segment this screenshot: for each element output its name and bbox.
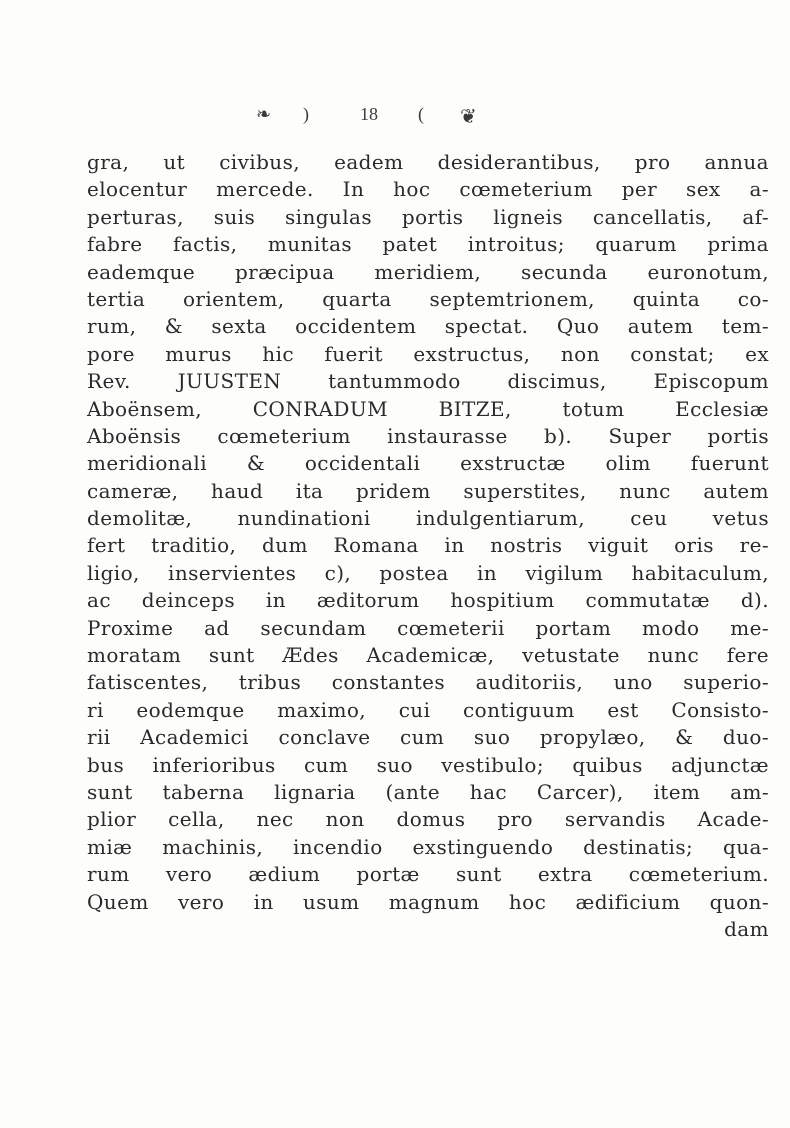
page-number: 18 — [360, 104, 378, 124]
page-header — [0, 104, 790, 134]
ornament-left-icon: ❧ — [256, 104, 272, 124]
text-line: Quem vero in usum magnum hoc ædificium quon- — [87, 889, 769, 914]
body-text — [87, 149, 769, 943]
text-line: rum, & sexta occidentem spectat. Quo autem tem- — [87, 314, 769, 339]
text-line: eademque præcipua meridiem, secunda euronotum, — [87, 259, 769, 284]
text-line: fert traditio, dum Romana in nostris viguit oris re- — [87, 533, 769, 558]
text-line: perturas, suis singulas portis ligneis cancellatis, af- — [87, 204, 769, 229]
text-line: moratam sunt Ædes Academicæ, vetustate nunc fere — [87, 643, 769, 668]
text-line: cameræ, haud ita pridem superstites, nunc autem — [87, 478, 769, 503]
text-line: Aboënsis cœmeterium instaurasse b). Super portis — [87, 423, 769, 448]
text-line: ligio, inservientes c), postea in vigilum habitaculum, — [87, 560, 769, 585]
header-paren-left: ) — [303, 104, 309, 124]
ornament-right-icon: ❦ — [460, 106, 477, 128]
text-line: elocentur mercede. In hoc cœmeterium per sex a- — [87, 177, 769, 202]
text-line: pore murus hic fuerit exstructus, non constat; ex — [87, 341, 769, 366]
text-line: tertia orientem, quarta septemtrionem, quinta co- — [87, 286, 769, 311]
text-line: plior cella, nec non domus pro servandis Acade- — [87, 807, 769, 832]
text-line: Proxime ad secundam cœmeterii portam modo me- — [87, 615, 769, 640]
text-line: fatiscentes, tribus constantes auditoriis, uno superio- — [87, 670, 769, 695]
header-paren-right: ( — [418, 104, 424, 124]
text-line: demolitæ, nundinationi indulgentiarum, ceu vetus — [87, 506, 769, 531]
text-line: fabre factis, munitas patet introitus; quarum prima — [87, 232, 769, 257]
text-line: ri eodemque maximo, cui contiguum est Consisto- — [87, 697, 769, 722]
text-line: miæ machinis, incendio exstinguendo destinatis; qua- — [87, 834, 769, 859]
catchword: dam — [724, 916, 769, 941]
text-line: Rev. JUUSTEN tantummodo discimus, Episcopum — [87, 369, 769, 394]
text-line: Aboënsem, CONRADUM BITZE, totum Ecclesiæ — [87, 396, 769, 421]
text-line: rum vero ædium portæ sunt extra cœmeterium. — [87, 862, 769, 887]
text-line: bus inferioribus cum suo vestibulo; quibus adjunctæ — [87, 752, 769, 777]
text-line: ac deinceps in æditorum hospitium commutatæ d). — [87, 588, 769, 613]
text-line: meridionali & occidentali exstructæ olim fuerunt — [87, 451, 769, 476]
text-line: sunt taberna lignaria (ante hac Carcer), item am- — [87, 779, 769, 804]
text-line: rii Academici conclave cum suo propylæo, & duo- — [87, 725, 769, 750]
text-line: gra, ut civibus, eadem desiderantibus, pro annua — [87, 150, 769, 174]
